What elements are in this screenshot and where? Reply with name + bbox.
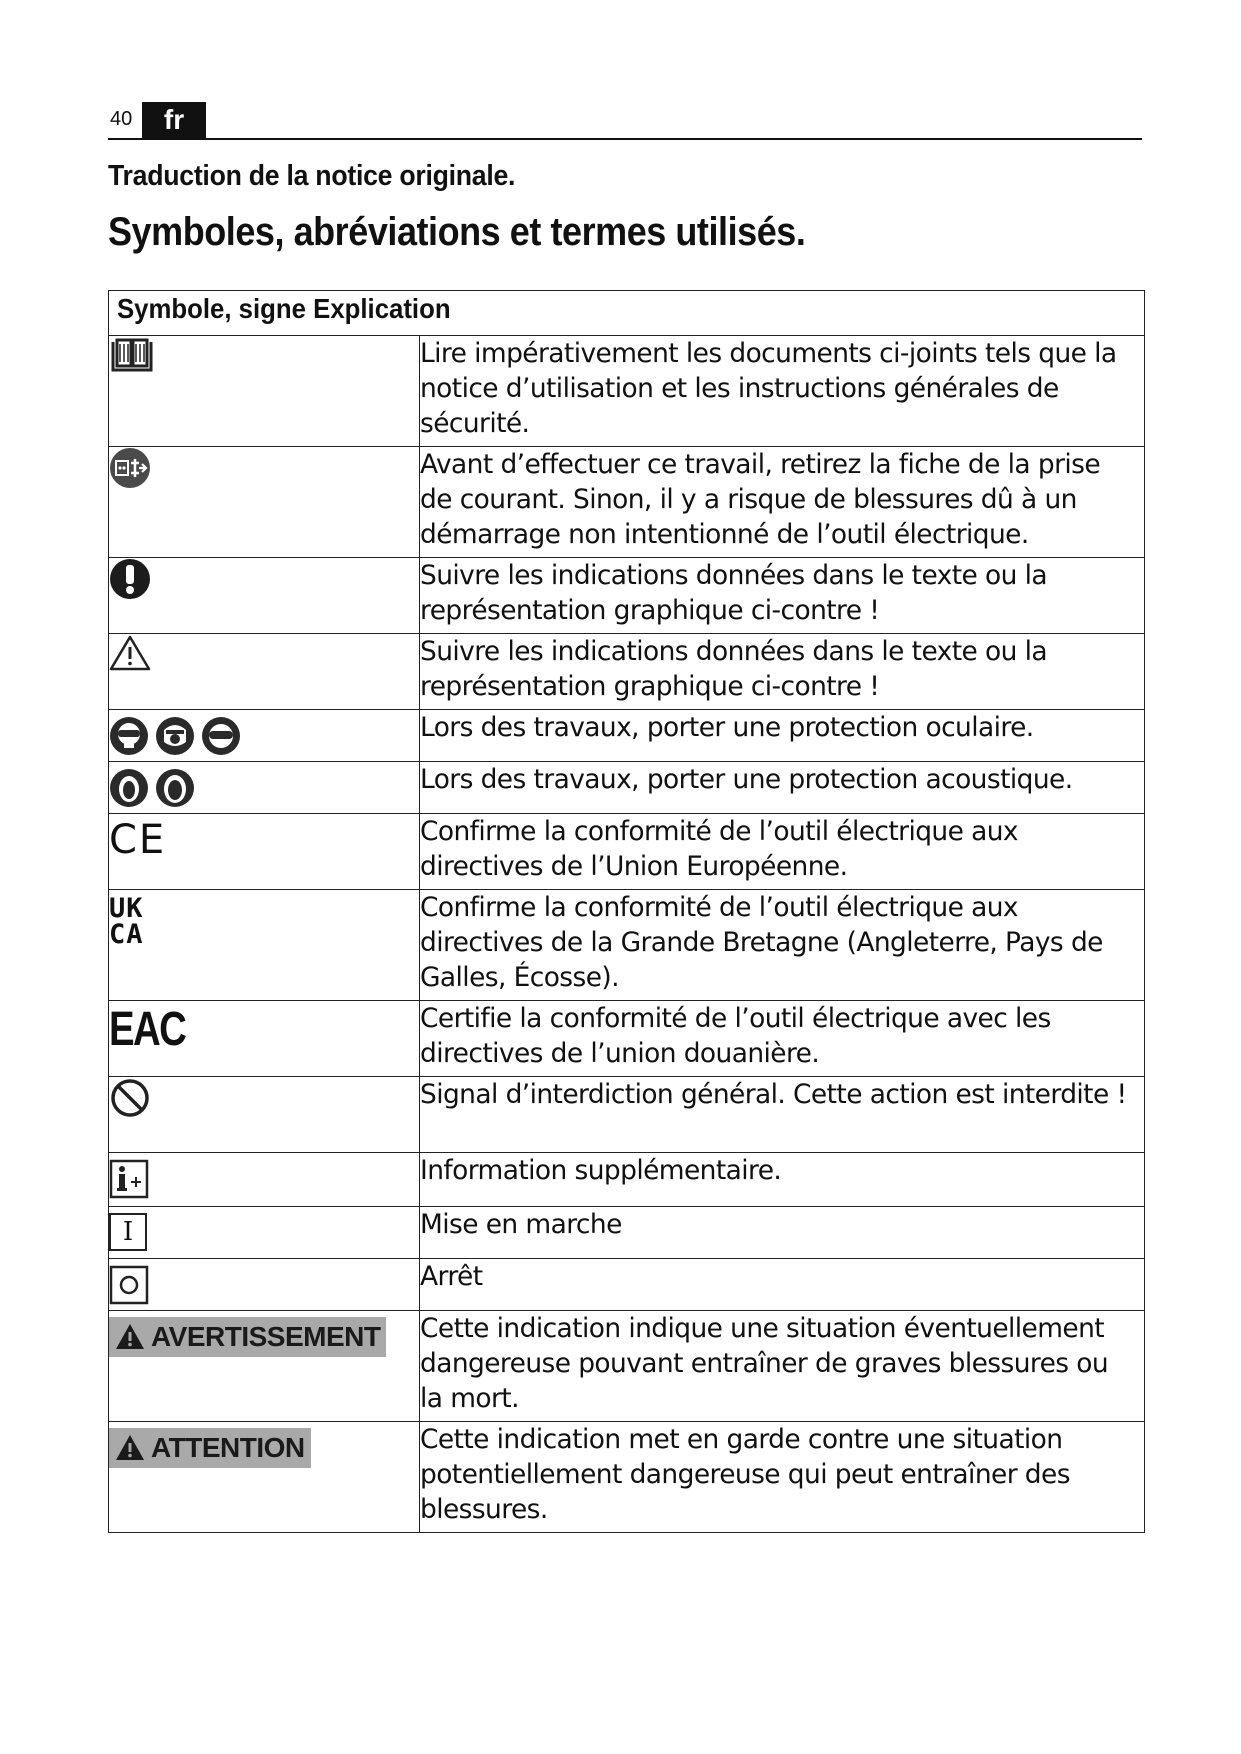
symbol-cell [109, 1153, 420, 1207]
explanation-text: Lire impérativement les documents ci-joints tels que la notice d’utilisation et les instructions générales de sécurité. [420, 338, 1117, 439]
unplug-icon [109, 447, 151, 489]
symbol-cell [109, 1259, 420, 1311]
page-number: 40 [110, 108, 133, 130]
table-row [109, 710, 1145, 762]
table-row [109, 762, 1145, 814]
signal-word-warning [109, 1317, 386, 1357]
power-on-icon [109, 1213, 147, 1251]
explanation-cell [420, 336, 1145, 447]
explanation-text: Confirme la conformité de l’outil électrique aux directives de la Grande Bretagne (Angleterre, Pays de Galles, Écosse). [420, 892, 1103, 993]
face-shield-icon [155, 716, 195, 756]
symbol-cell [109, 710, 420, 762]
table-row [109, 814, 1145, 890]
ear-muffs-icon [155, 768, 195, 808]
col-symbol-header: Symbole, signe [117, 293, 306, 324]
explanation-cell [420, 1077, 1145, 1153]
symbol-cell [109, 634, 420, 710]
section-title: Symboles, abréviations et termes utilisés. [108, 210, 806, 254]
table-row [109, 1153, 1145, 1207]
symbol-cell [109, 558, 420, 634]
signal-word-warning-label: AVERTISSEMENT [151, 1321, 381, 1352]
symbol-cell [109, 814, 420, 890]
language-badge: fr [142, 102, 206, 138]
document-subtitle: Traduction de la notice originale. [108, 160, 516, 192]
page-header [108, 100, 1142, 140]
explanation-cell [420, 710, 1145, 762]
explanation-text: Suivre les indications données dans le texte ou la représentation graphique ci-contre ! [420, 636, 1048, 702]
eye-protection-icon [109, 716, 149, 756]
table-row [109, 447, 1145, 558]
table-row [109, 1207, 1145, 1259]
symbols-table [108, 290, 1145, 1533]
explanation-text: Confirme la conformité de l’outil électrique aux directives de l’Union Européenne. [420, 816, 1019, 882]
info-plus-icon [109, 1159, 149, 1199]
symbol-cell [109, 1207, 420, 1259]
table-header [109, 291, 1145, 336]
table-row [109, 1311, 1145, 1422]
eac-mark-icon: EAC [109, 1003, 186, 1056]
table-row [109, 634, 1145, 710]
symbol-cell [109, 447, 420, 558]
explanation-cell [420, 1001, 1145, 1077]
table-row [109, 1422, 1145, 1533]
explanation-cell [420, 1422, 1145, 1533]
warning-triangle-icon [115, 1434, 145, 1461]
uk-text: UK [109, 893, 144, 924]
table-row [109, 1077, 1145, 1153]
mandatory-exclamation-icon [109, 558, 151, 600]
symbol-cell [109, 1311, 420, 1422]
explanation-text: Lors des travaux, porter une protection oculaire. [420, 712, 1034, 743]
explanation-cell [420, 890, 1145, 1001]
warning-triangle-icon [115, 1323, 145, 1350]
explanation-cell [420, 447, 1145, 558]
explanation-cell [420, 762, 1145, 814]
table-row [109, 336, 1145, 447]
table-row [109, 1259, 1145, 1311]
explanation-text: Signal d’interdiction général. Cette action est interdite ! [420, 1079, 1127, 1110]
explanation-cell [420, 634, 1145, 710]
symbol-cell [109, 1001, 420, 1077]
power-off-icon [109, 1265, 149, 1305]
symbol-cell [109, 762, 420, 814]
explanation-cell [420, 1207, 1145, 1259]
symbol-cell [109, 1077, 420, 1153]
explanation-text: Mise en marche [420, 1209, 622, 1240]
explanation-text: Cette indication met en garde contre une situation potentiellement dangereuse qui peut entraîner des blessures. [420, 1424, 1070, 1525]
prohibition-icon [109, 1077, 151, 1119]
warning-triangle-icon [109, 634, 151, 672]
explanation-text: Information supplémentaire. [420, 1155, 782, 1186]
signal-word-caution-label: ATTENTION [151, 1432, 305, 1463]
explanation-cell [420, 1153, 1145, 1207]
ca-text: CA [109, 919, 144, 950]
explanation-text: Cette indication indique une situation éventuellement dangereuse pouvant entraîner de graves blessures ou la mort. [420, 1313, 1109, 1414]
explanation-cell [420, 814, 1145, 890]
book-icon [109, 336, 155, 376]
table-row [109, 558, 1145, 634]
ce-mark-icon: CE [109, 817, 167, 863]
symbol-cell [109, 336, 420, 447]
explanation-cell [420, 1311, 1145, 1422]
col-explanation-header: Explication [313, 293, 451, 324]
explanation-text: Lors des travaux, porter une protection acoustique. [420, 764, 1073, 795]
table-header-row [109, 291, 1145, 336]
signal-word-caution [109, 1428, 311, 1468]
symbol-cell [109, 1422, 420, 1533]
explanation-text: Certifie la conformité de l’outil électrique avec les directives de l’union douanière. [420, 1003, 1051, 1069]
ukca-mark-icon [109, 893, 419, 950]
explanation-cell [420, 558, 1145, 634]
explanation-text: Suivre les indications données dans le texte ou la représentation graphique ci-contre ! [420, 560, 1048, 626]
table-row [109, 890, 1145, 1001]
symbol-cell [109, 890, 420, 1001]
explanation-text: Arrêt [420, 1261, 483, 1292]
safety-goggles-icon [201, 716, 241, 756]
explanation-cell [420, 1259, 1145, 1311]
power-on-label: I [122, 1217, 134, 1247]
explanation-text: Avant d’effectuer ce travail, retirez la fiche de la prise de courant. Sinon, il y a risque de blessures dû à un démarrage non intentionné de l’outil électrique. [420, 449, 1101, 550]
ear-protection-icon [109, 768, 149, 808]
table-row [109, 1001, 1145, 1077]
